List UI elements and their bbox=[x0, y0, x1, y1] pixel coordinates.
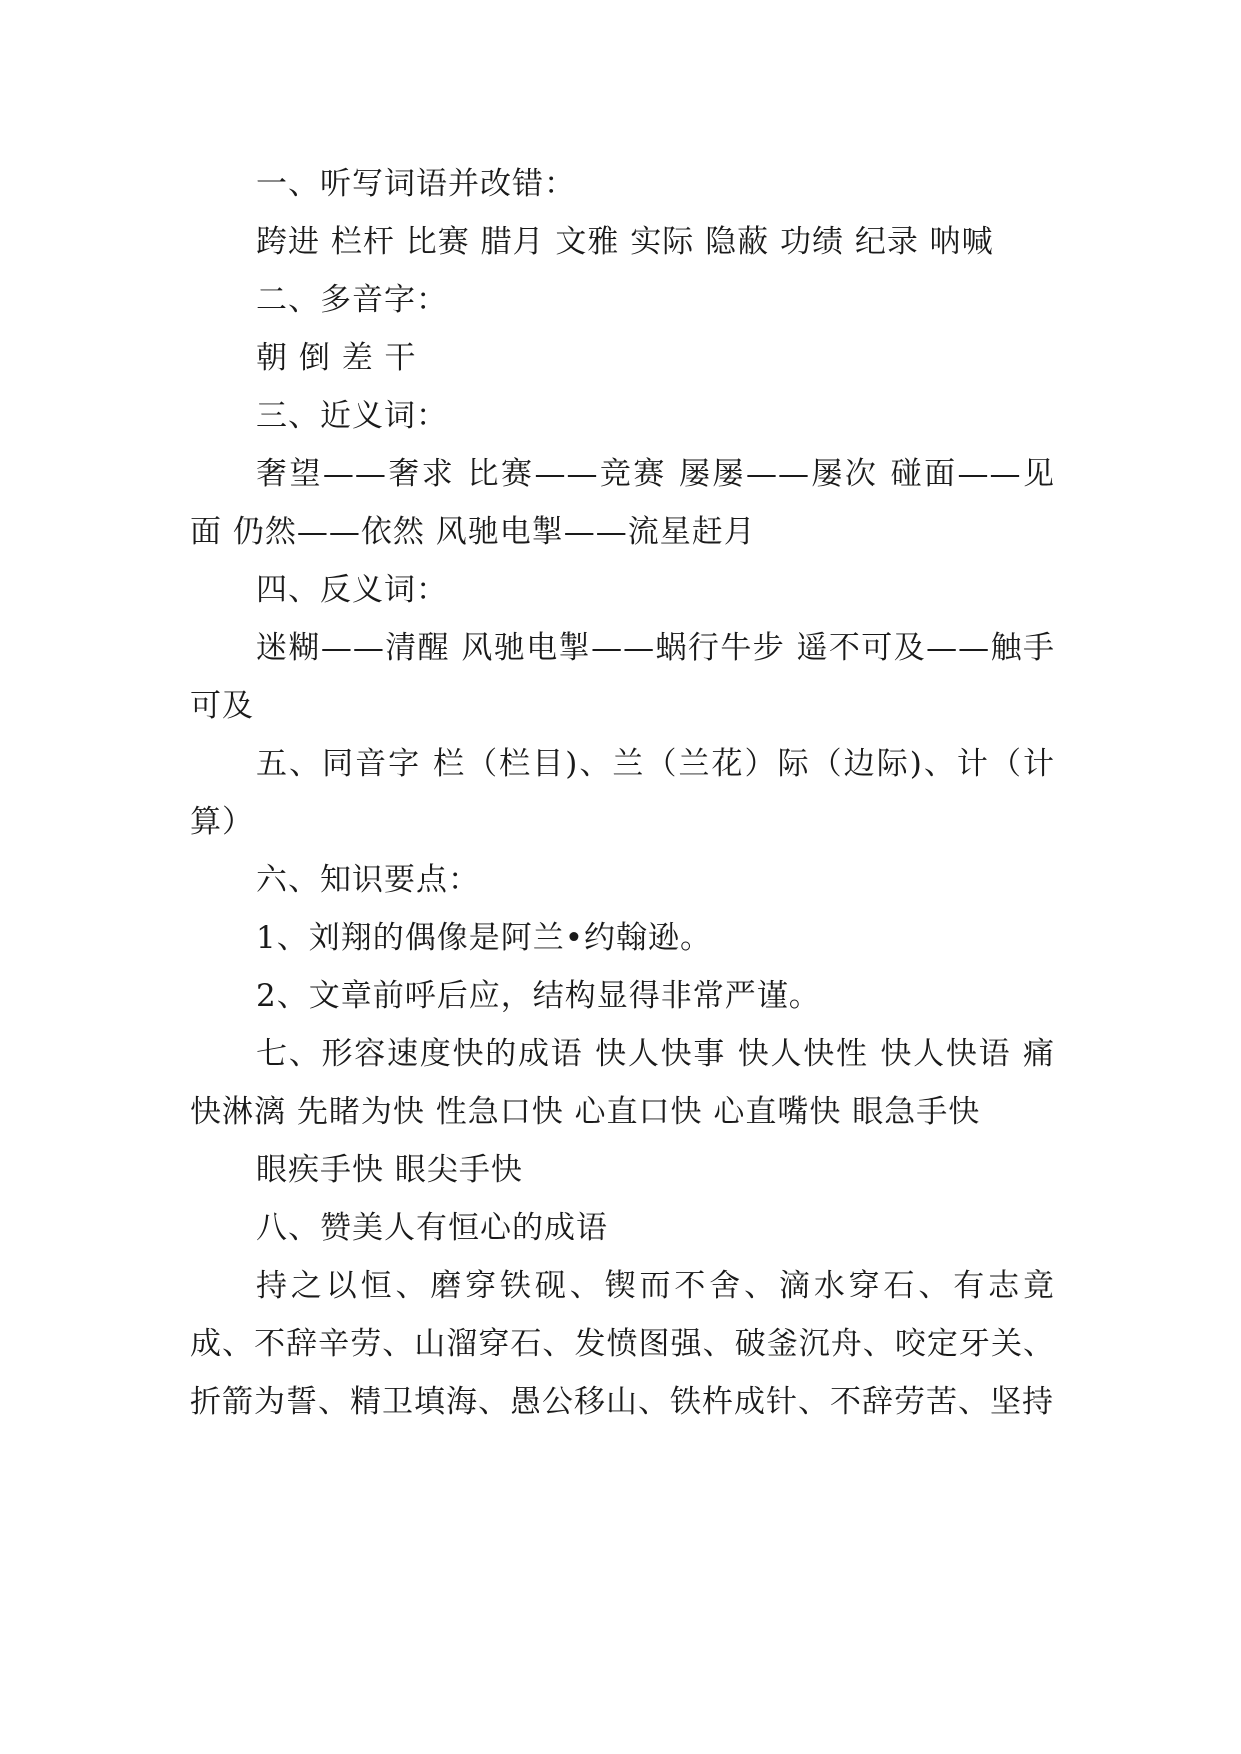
key-point-2: 2、文章前呼后应，结构显得非常严谨。 bbox=[256, 978, 821, 1014]
synonym-list: 奢望——奢求 比赛——竞赛 屡屡——屡次 碰面——见面 仍然——依然 风驰电掣——流星赶月 bbox=[190, 456, 1055, 550]
heading-antonyms: 四、反义词： bbox=[256, 572, 448, 608]
heading-dictation: 一、听写词语并改错： bbox=[256, 166, 576, 202]
speed-idioms: 七、形容速度快的成语 快人快事 快人快性 快人快语 痛快淋漓 先睹为快 性急口快 心直口快 心直嘴快 眼急手快 bbox=[190, 1036, 1055, 1130]
speed-idioms-continued: 眼疾手快 眼尖手快 bbox=[256, 1152, 523, 1188]
key-point-1: 1、刘翔的偶像是阿兰•约翰逊。 bbox=[256, 920, 713, 956]
heading-synonyms: 三、近义词： bbox=[256, 398, 448, 434]
heading-key-points: 六、知识要点： bbox=[256, 862, 480, 898]
heading-polyphones: 二、多音字： bbox=[256, 282, 448, 318]
polyphone-chars: 朝 倒 差 干 bbox=[256, 340, 417, 376]
dictation-words: 跨进 栏杆 比赛 腊月 文雅 实际 隐蔽 功绩 纪录 呐喊 bbox=[256, 224, 994, 260]
perseverance-idioms: 持之以恒、磨穿铁砚、锲而不舍、滴水穿石、有志竟成、不辞辛劳、山溜穿石、发愤图强、破釜沉舟、咬定牙关、折箭为誓、精卫填海、愚公移山、铁杵成针、不辞劳苦、坚持 bbox=[190, 1268, 1055, 1420]
homophone-list: 五、同音字 栏（栏目)、兰（兰花）际（边际)、计（计算） bbox=[190, 746, 1055, 840]
antonym-list: 迷糊——清醒 风驰电掣——蜗行牛步 遥不可及——触手可及 bbox=[190, 630, 1055, 724]
heading-perseverance-idioms: 八、赞美人有恒心的成语 bbox=[256, 1210, 608, 1246]
document-page bbox=[190, 155, 1055, 1431]
